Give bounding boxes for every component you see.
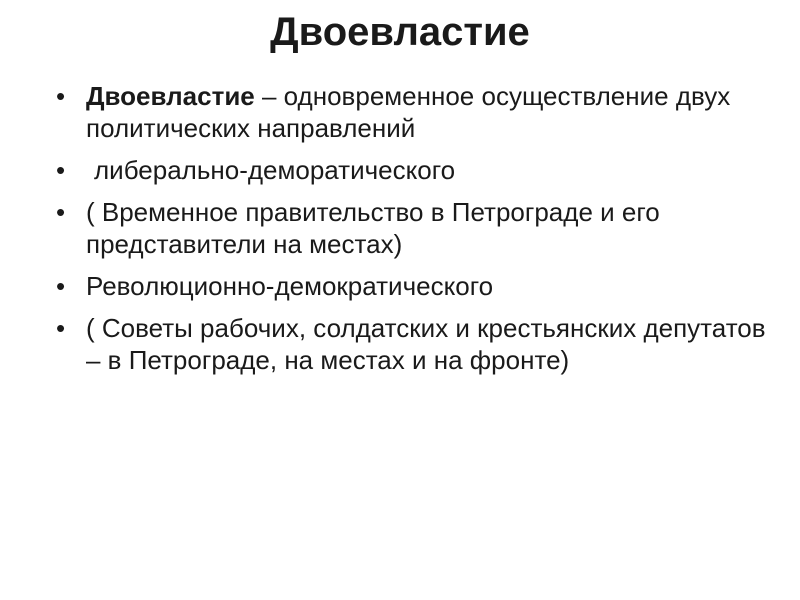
bullet-icon: • bbox=[56, 197, 66, 227]
bullet-icon: • bbox=[56, 155, 66, 185]
bullet-item-liberal bbox=[52, 154, 772, 186]
bullet-text: ( Временное правительство в Петрограде и его представители на местах) bbox=[86, 197, 660, 259]
bullet-term: Двоевластие bbox=[86, 81, 255, 111]
bullet-item-soviets bbox=[52, 312, 772, 376]
bullet-text: либерально-деморатического bbox=[94, 155, 456, 185]
bullet-icon: • bbox=[56, 313, 66, 343]
bullet-text: – одновременное осуществление двух политических направлений bbox=[86, 81, 731, 143]
slide-title: Двоевластие bbox=[270, 10, 530, 54]
bullet-list bbox=[52, 80, 772, 386]
bullet-item-provisional-government bbox=[52, 196, 772, 260]
bullet-item-definition bbox=[52, 80, 772, 144]
bullet-item-revolutionary bbox=[52, 270, 772, 302]
bullet-icon: • bbox=[56, 81, 66, 111]
bullet-text: ( Советы рабочих, солдатских и крестьянских депутатов – в Петрограде, на местах и на фронте) bbox=[86, 313, 766, 375]
bullet-text: Революционно-демократического bbox=[86, 271, 494, 301]
bullet-icon: • bbox=[56, 271, 66, 301]
